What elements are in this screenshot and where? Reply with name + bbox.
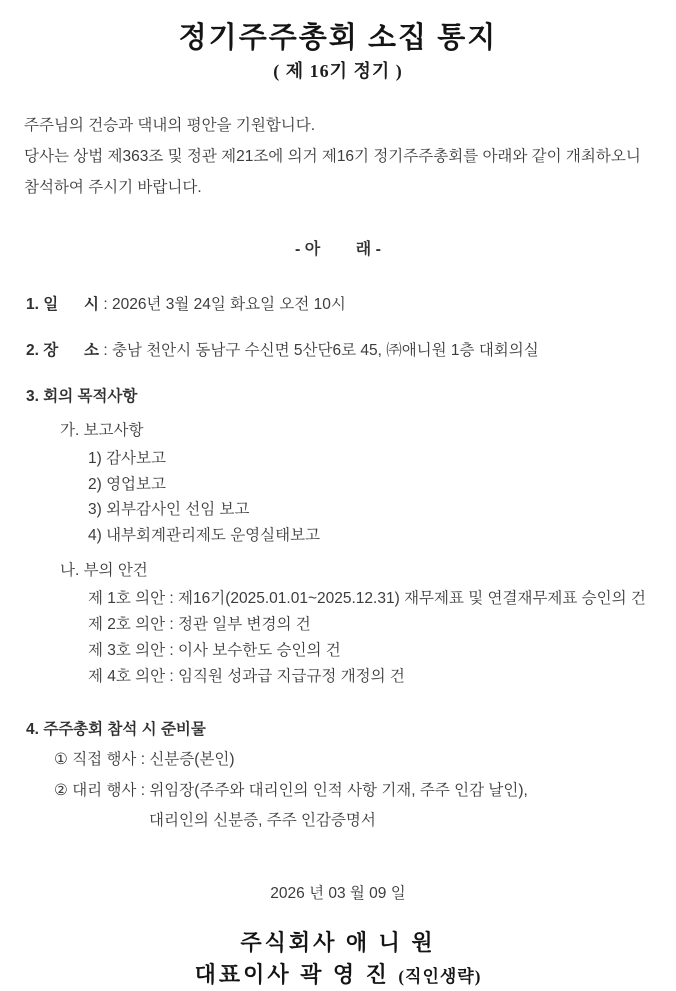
datetime-value: 2026년 3월 24일 화요일 오전 10시	[111, 296, 346, 313]
report-item: 3) 외부감사인 선임 보고	[88, 501, 250, 518]
company-name: 주식회사 애 니 원	[240, 930, 436, 955]
place-value: 충남 천안시 동남구 수신면 5산단6로 45, ㈜애니원 1층 대회의실	[111, 342, 539, 359]
section-place	[24, 340, 652, 362]
section-agenda	[24, 386, 652, 690]
place-separator: :	[99, 342, 112, 359]
issue-date: 2026 년 03 월 09 일	[270, 885, 406, 902]
seal-omitted-note: (직인생략)	[398, 967, 482, 986]
report-item: 4) 내부회계관리제도 운영실태보고	[88, 526, 321, 544]
resolution-item: 제 1호 의안 : 제16기(2025.01.01~2025.12.31) 재무제표 및 연결재무제표 승인의 건	[88, 590, 646, 607]
section-datetime	[24, 294, 652, 316]
intro-line-1: 주주님의 건승과 댁내의 평안을 기원합니다.	[24, 117, 316, 134]
intro-line-3: 참석하여 주시기 바랍니다.	[24, 179, 202, 196]
resolution-item: 제 3호 의안 : 이사 보수한도 승인의 건	[88, 642, 341, 659]
reports-list	[24, 446, 652, 548]
prep-item-proxy: ② 대리 행사 : 위임장(주주와 대리인의 인적 사항 기재, 주주 인감 날인),	[54, 782, 528, 799]
resolutions-list	[24, 586, 652, 690]
resolution-item: 제 4호 의안 : 임직원 성과급 지급규정 개정의 건	[88, 668, 405, 685]
report-item: 1) 감사보고	[88, 450, 166, 467]
section-preparation	[24, 719, 652, 833]
datetime-label: 1. 일 시	[26, 296, 100, 313]
report-item: 2) 영업보고	[88, 475, 166, 493]
ceo-name: 대표이사 곽 영 진	[194, 962, 390, 987]
document-subtitle: ( 제 16기 정기 )	[273, 61, 403, 81]
place-label: 2. 장 소	[26, 342, 100, 359]
prep-item-proxy-continued: 대리인의 신분증, 주주 인감증명서	[149, 812, 376, 829]
prep-item-direct: ① 직접 행사 : 신분증(본인)	[54, 751, 235, 768]
datetime-separator: :	[99, 296, 112, 313]
intro-line-2: 당사는 상법 제363조 및 정관 제21조에 의거 제16기 정기주주총회를 아래와 같이 개최하오니	[24, 148, 641, 165]
agenda-label: 3. 회의 목적사항	[26, 388, 138, 405]
resolution-item: 제 2호 의안 : 정관 일부 변경의 건	[88, 616, 311, 633]
preparation-label: 4. 주주총회 참석 시 준비물	[26, 721, 206, 738]
ceo-signature-line	[24, 961, 652, 991]
intro-paragraph	[24, 110, 652, 203]
document-title: 정기주주총회 소집 통지	[178, 22, 498, 54]
arae-divider: - 아 래 -	[294, 241, 382, 258]
reports-heading: 가. 보고사항	[60, 422, 144, 439]
resolutions-heading: 나. 부의 안건	[60, 562, 148, 579]
